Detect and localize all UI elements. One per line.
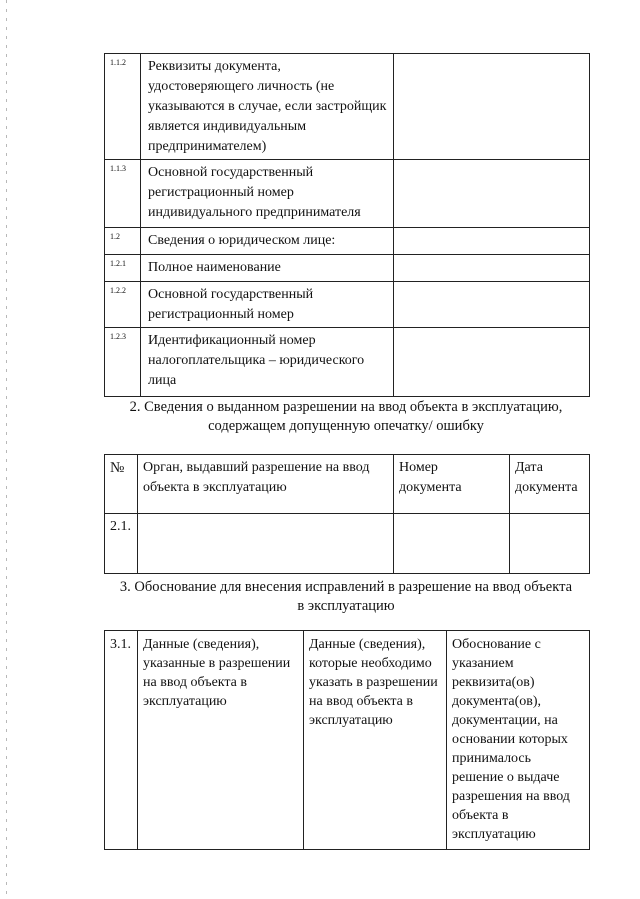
- row-number: 3.1.: [105, 631, 138, 850]
- heading-line: в эксплуатацию: [297, 598, 395, 614]
- table-row: [105, 228, 590, 255]
- organ-value-cell[interactable]: [138, 514, 394, 574]
- heading-line: содержащем допущенную опечатку/ ошибку: [208, 418, 484, 434]
- page-scan-edge: [6, 0, 7, 899]
- row-number: 1.2: [105, 228, 141, 255]
- section-3-heading: [96, 578, 596, 616]
- row-number: 1.1.3: [105, 160, 141, 228]
- correction-basis-table: [104, 630, 590, 850]
- permit-info-table: [104, 454, 590, 574]
- row-number: 1.2.3: [105, 328, 141, 397]
- row-label: Основной государственный регистрационный номер: [141, 282, 394, 328]
- heading-line: 3. Обоснование для внесения исправлений в разрешение на ввод объекта: [119, 579, 573, 595]
- row-label: Основной государственный регистрационный номер индивидуального предпринимателя: [141, 160, 394, 228]
- table-row: [105, 255, 590, 282]
- table-row: [105, 514, 590, 574]
- column-header-organ: Орган, выдавший разрешение на ввод объекта в эксплуатацию: [138, 455, 394, 514]
- table-row: [105, 328, 590, 397]
- row-label: Реквизиты документа, удостоверяющего личность (не указываются в случае, если застройщик является индивидуальным предпринимателем): [141, 54, 394, 160]
- row-value-cell[interactable]: [394, 160, 590, 228]
- row-label: Сведения о юридическом лице:: [141, 228, 394, 255]
- row-number: 2.1.: [105, 514, 138, 574]
- row-value-cell[interactable]: [394, 255, 590, 282]
- required-data-cell: Данные (сведения), которые необходимо указать в разрешении на ввод объекта в эксплуатацию: [304, 631, 447, 850]
- row-label: Идентификационный номер налогоплательщика – юридического лица: [141, 328, 394, 397]
- column-header-doc-number: Номер документа: [394, 455, 510, 514]
- table-row: [105, 54, 590, 160]
- row-value-cell[interactable]: [394, 328, 590, 397]
- column-header-number: №: [105, 455, 138, 514]
- row-number: 1.1.2: [105, 54, 141, 160]
- current-data-cell: Данные (сведения), указанные в разрешении на ввод объекта в эксплуатацию: [138, 631, 304, 850]
- table-row: [105, 631, 590, 850]
- column-header-doc-date: Дата документа: [510, 455, 590, 514]
- heading-line: 2. Сведения о выданном разрешении на ввод объекта в эксплуатацию,: [129, 399, 563, 415]
- row-value-cell[interactable]: [394, 282, 590, 328]
- doc-date-value-cell[interactable]: [510, 514, 590, 574]
- doc-number-value-cell[interactable]: [394, 514, 510, 574]
- row-value-cell[interactable]: [394, 54, 590, 160]
- row-value-cell[interactable]: [394, 228, 590, 255]
- table-row: [105, 282, 590, 328]
- justification-cell: Обоснование с указанием реквизита(ов) документа(ов), документации, на основании которых принималось решение о выдаче разрешения на ввод объекта в эксплуатацию: [447, 631, 590, 850]
- section-2-heading: [96, 398, 596, 436]
- applicant-info-table: [104, 53, 590, 397]
- row-number: 1.2.1: [105, 255, 141, 282]
- row-label: Полное наименование: [141, 255, 394, 282]
- row-number: 1.2.2: [105, 282, 141, 328]
- table-row: [105, 160, 590, 228]
- table-header-row: [105, 455, 590, 514]
